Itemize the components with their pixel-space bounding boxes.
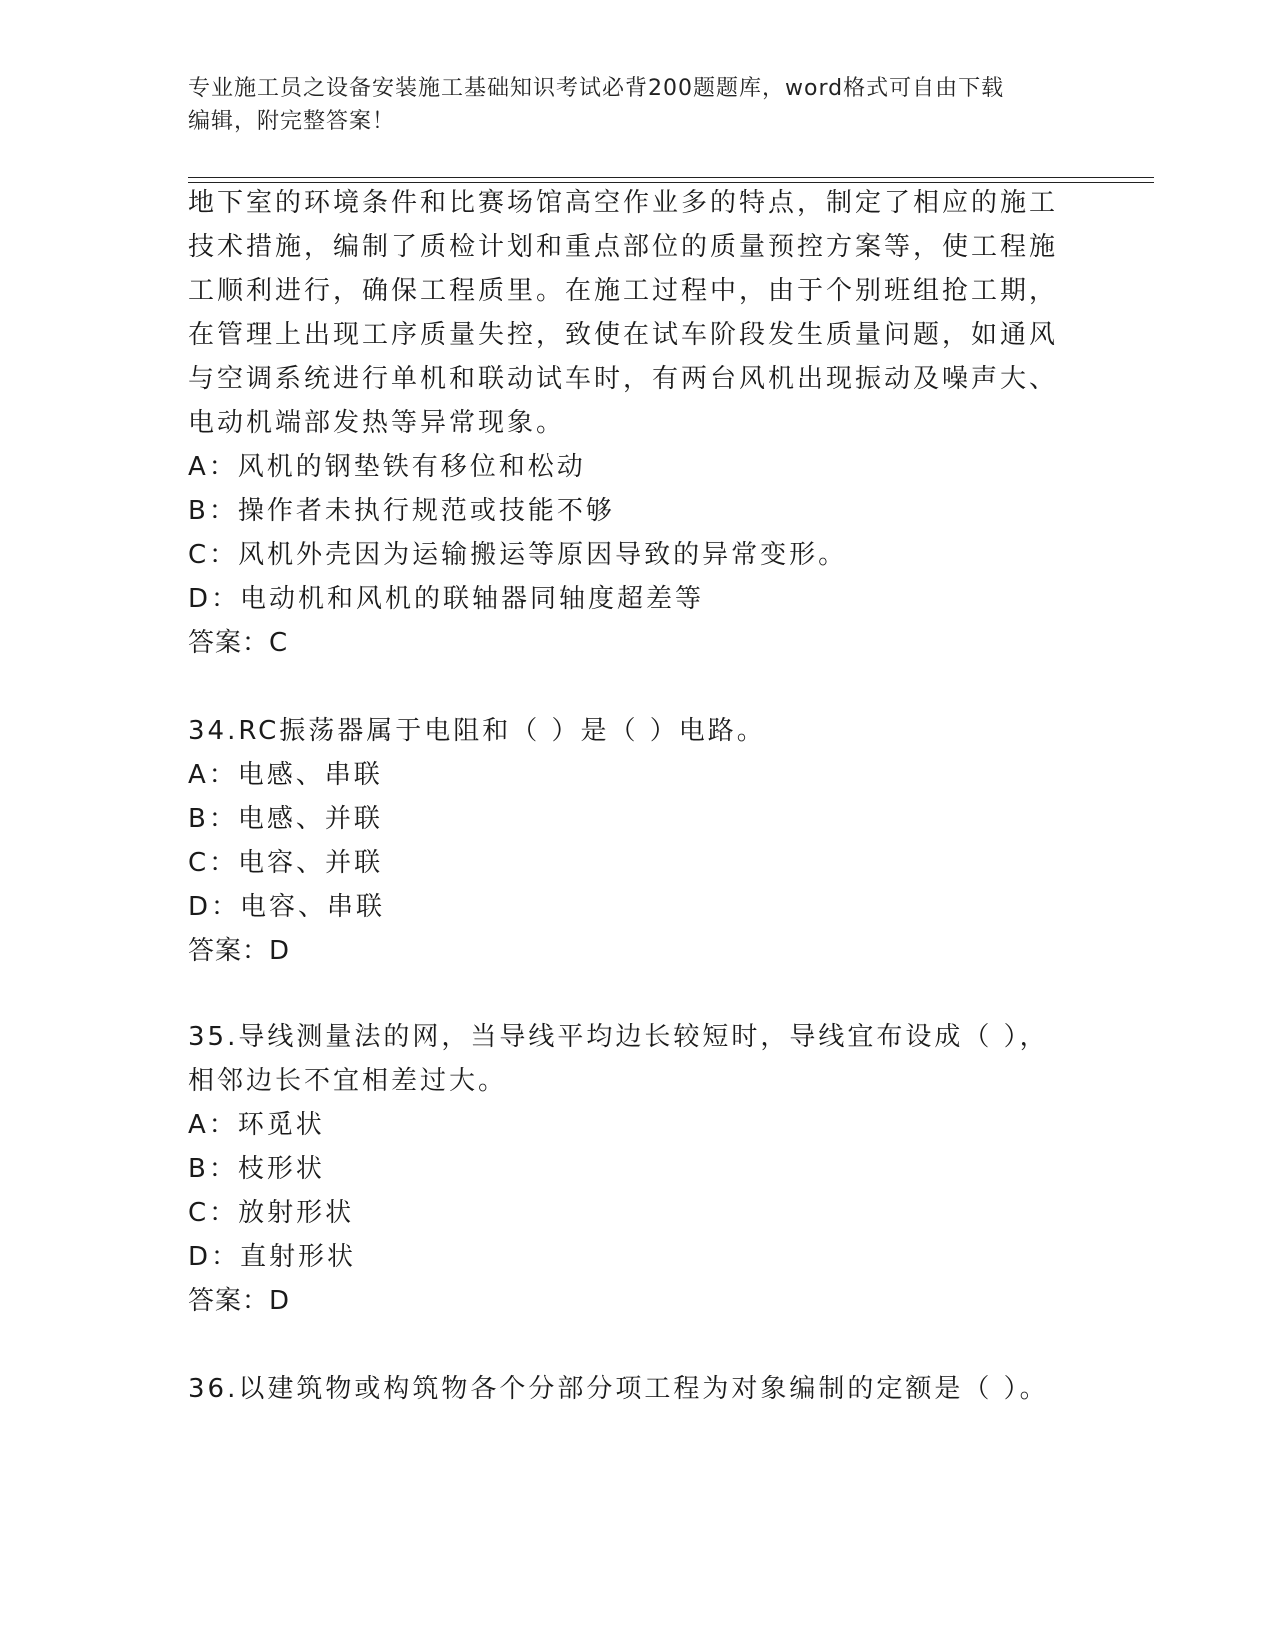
q33-stem-line-4: 在管理上出现工序质量失控，致使在试车阶段发生质量问题，如通风 bbox=[188, 320, 1059, 350]
q36-stem: 36.以建筑物或构筑物各个分部分项工程为对象编制的定额是（ ）。 bbox=[188, 1374, 1049, 1404]
q35-stem-line-2: 相邻边长不宜相差过大。 bbox=[188, 1066, 508, 1096]
q33-stem-line-5: 与空调系统进行单机和联动试车时，有两台风机出现振动及噪声大、 bbox=[188, 364, 1059, 394]
document-header bbox=[188, 72, 1068, 138]
q35-option-b: B：枝形状 bbox=[188, 1154, 325, 1184]
q34-stem: 34.RC振荡器属于电阻和（ ）是（ ）电路。 bbox=[188, 716, 766, 746]
q33-stem-line-2: 技术措施，编制了质检计划和重点部位的质量预控方案等，使工程施 bbox=[188, 232, 1059, 262]
header-line-1: 专业施工员之设备安装施工基础知识考试必背200题题库，word格式可自由下载 bbox=[188, 76, 1005, 101]
q34-option-b: B：电感、并联 bbox=[188, 804, 383, 834]
q33-answer: 答案：C bbox=[188, 628, 289, 658]
header-line-2: 编辑，附完整答案！ bbox=[188, 109, 396, 134]
q33-stem-line-1: 地下室的环境条件和比赛场馆高空作业多的特点，制定了相应的施工 bbox=[188, 188, 1059, 218]
header-rule-top bbox=[188, 177, 1154, 178]
q35-answer: 答案：D bbox=[188, 1286, 291, 1316]
q35-option-c: C：放射形状 bbox=[188, 1198, 355, 1228]
q33-option-b: B：操作者未执行规范或技能不够 bbox=[188, 496, 615, 526]
q33-stem-line-3: 工顺利进行，确保工程质里。在施工过程中，由于个别班组抢工期， bbox=[188, 276, 1059, 306]
q35-option-d: D：直射形状 bbox=[188, 1242, 357, 1272]
q34-answer: 答案：D bbox=[188, 936, 291, 966]
q33-option-d: D：电动机和风机的联轴器同轴度超差等 bbox=[188, 584, 705, 614]
q35-stem-line-1: 35.导线测量法的网，当导线平均边长较短时，导线宜布设成（ ）， bbox=[188, 1022, 1049, 1052]
q34-option-d: D：电容、串联 bbox=[188, 892, 386, 922]
header-rule-bottom bbox=[188, 182, 1154, 183]
q34-option-c: C：电容、并联 bbox=[188, 848, 384, 878]
q33-option-c: C：风机外壳因为运输搬运等原因导致的异常变形。 bbox=[188, 540, 848, 570]
q33-stem-line-6: 电动机端部发热等异常现象。 bbox=[188, 408, 566, 438]
q34-option-a: A：电感、串联 bbox=[188, 760, 383, 790]
q35-option-a: A：环觅状 bbox=[188, 1110, 325, 1140]
q33-option-a: A：风机的钢垫铁有移位和松动 bbox=[188, 452, 586, 482]
